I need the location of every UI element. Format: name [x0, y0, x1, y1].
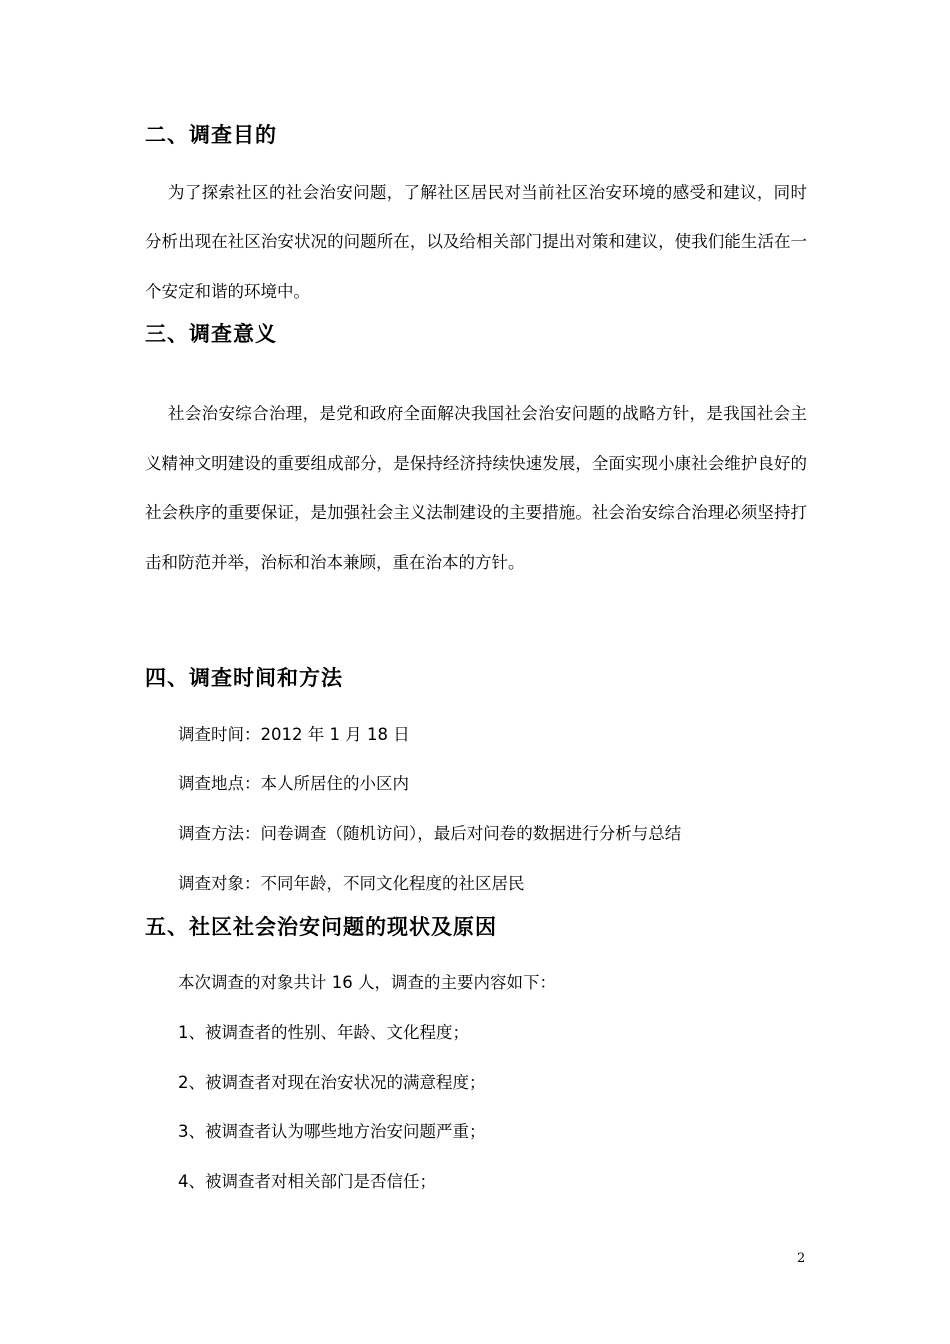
survey-time: 调查时间：2012 年 1 月 18 日 [178, 725, 410, 744]
paragraph-line: 个安定和谐的环境中。 [145, 282, 310, 301]
list-item: 4、被调查者对相关部门是否信任； [178, 1172, 436, 1191]
paragraph-line: 社会治安综合治理，是党和政府全面解决我国社会治安问题的战略方针，是我国社会主 [168, 404, 807, 423]
paragraph-line: 分析出现在社区治安状况的问题所在，以及给相关部门提出对策和建议，使我们能生活在一 [145, 232, 807, 251]
paragraph-line: 本次调查的对象共计 16 人，调查的主要内容如下： [178, 973, 556, 992]
section-heading-time-method: 四、调查时间和方法 [145, 666, 343, 690]
paragraph-line: 社会秩序的重要保证，是加强社会主义法制建设的主要措施。社会治安综合治理必须坚持打 [145, 503, 807, 522]
survey-subjects: 调查对象：不同年龄，不同文化程度的社区居民 [178, 874, 525, 893]
page-number: 2 [797, 1251, 806, 1266]
section-heading-purpose: 二、调查目的 [145, 123, 277, 147]
section-heading-status-causes: 五、社区社会治安问题的现状及原因 [145, 915, 497, 939]
paragraph-line: 为了探索社区的社会治安问题，了解社区居民对当前社区治安环境的感受和建议，同时 [168, 183, 807, 202]
list-item: 3、被调查者认为哪些地方治安问题严重； [178, 1122, 486, 1141]
survey-method: 调查方法：问卷调查（随机访问），最后对问卷的数据进行分析与总结 [178, 824, 682, 843]
survey-location: 调查地点：本人所居住的小区内 [178, 774, 409, 793]
section-heading-significance: 三、调查意义 [145, 322, 277, 346]
list-item: 2、被调查者对现在治安状况的满意程度； [178, 1073, 486, 1092]
paragraph-line: 义精神文明建设的重要组成部分，是保持经济持续快速发展，全面实现小康社会维护良好的 [145, 454, 807, 473]
paragraph-line: 击和防范并举，治标和治本兼顾，重在治本的方针。 [145, 553, 525, 572]
list-item: 1、被调查者的性别、年龄、文化程度； [178, 1023, 469, 1042]
